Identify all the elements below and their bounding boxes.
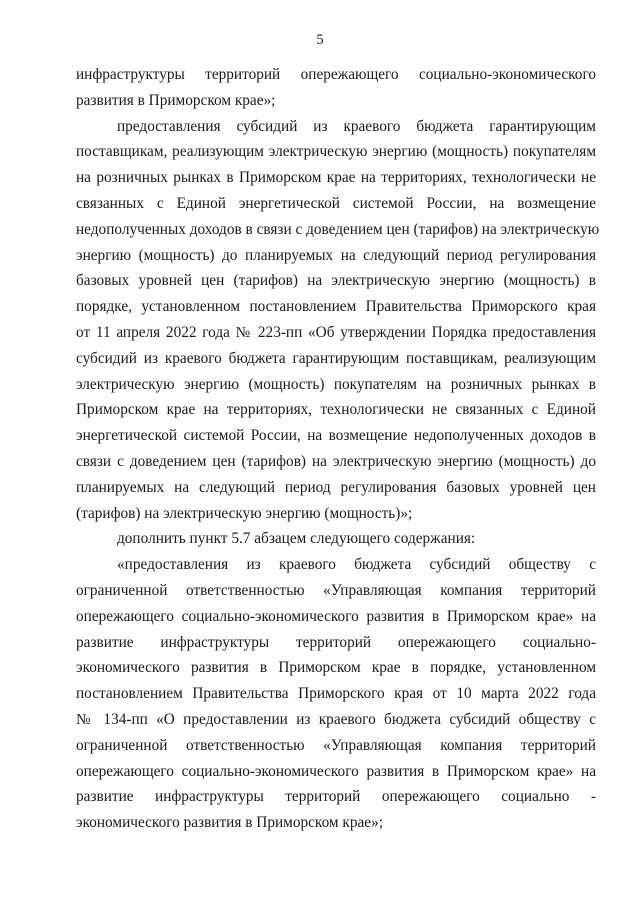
text-line: недополученных доходов в связи с доведением цен (тарифов) на электрическую xyxy=(76,220,600,238)
text-line: инфраструктуры территорий опережающего социально-экономического xyxy=(76,66,596,83)
text-line: от 11 апреля 2022 года № 223-пп «Об утверждении Порядка предоставления xyxy=(76,323,596,341)
document-body xyxy=(76,62,600,836)
text-line: (тарифов) на электрическую энергию (мощность)»; xyxy=(76,504,413,522)
text-line: предоставления субсидий из краевого бюджета гарантирующим xyxy=(117,117,596,135)
text-line: энергетической системой России, на возмещение недополученных доходов в xyxy=(76,427,596,445)
text-line: ограниченной ответственностью «Управляющая компания территорий xyxy=(76,736,596,754)
text-line: порядке, установленном постановлением Правительства Приморского края xyxy=(76,298,596,316)
text-line: субсидий из краевого бюджета гарантирующим поставщикам, реализующим xyxy=(76,349,596,367)
text-line: энергию (мощность) до планируемых на следующий период регулирования xyxy=(76,246,596,264)
text-line: опережающего социально-экономического развития в Приморском крае» на xyxy=(76,607,596,625)
text-line: экономического развития в Приморском крае в порядке, установленном xyxy=(76,659,596,677)
text-line: планируемых на следующий период регулирования базовых уровней цен xyxy=(76,478,596,496)
text-line: на розничных рынках в Приморском крае на территориях, технологически не xyxy=(76,169,596,187)
text-line: развитие инфраструктуры территорий опережающего социально- xyxy=(76,633,596,651)
text-line: № 134-пп «О предоставлении из краевого бюджета субсидий обществу с xyxy=(76,710,596,728)
paragraph xyxy=(76,62,596,114)
text-line: электрическую энергию (мощность) покупателям на розничных рынках в xyxy=(76,375,596,393)
text-line: дополнить пункт 5.7 абзацем следующего содержания: xyxy=(117,530,476,548)
paragraph xyxy=(76,526,596,552)
text-line: базовых уровней цен (тарифов) на электрическую энергию (мощность) в xyxy=(76,272,596,290)
text-line: поставщикам, реализующим электрическую энергию (мощность) покупателям xyxy=(76,143,596,161)
text-line: развитие инфраструктуры территорий опережающего социально - xyxy=(76,788,596,806)
paragraph xyxy=(76,552,596,836)
text-line: связанных с Единой энергетической системой России, на возмещение xyxy=(76,194,596,212)
text-line: развития в Приморском крае»; xyxy=(76,91,276,109)
paragraph xyxy=(76,114,600,527)
text-line: опережающего социально-экономического развития в Приморском крае» на xyxy=(76,762,596,780)
text-line: связи с доведением цен (тарифов) на электрическую энергию (мощность) до xyxy=(76,452,596,470)
text-line: экономического развития в Приморском крае»; xyxy=(76,814,383,832)
text-line: ограниченной ответственностью «Управляющая компания территорий xyxy=(76,581,596,599)
page-number: 5 xyxy=(316,32,324,48)
text-line: «предоставления из краевого бюджета субсидий обществу с xyxy=(117,556,596,574)
text-line: постановлением Правительства Приморского края от 10 марта 2022 года xyxy=(76,685,596,703)
text-line: Приморском крае на территориях, технологически не связанных с Единой xyxy=(76,401,596,419)
